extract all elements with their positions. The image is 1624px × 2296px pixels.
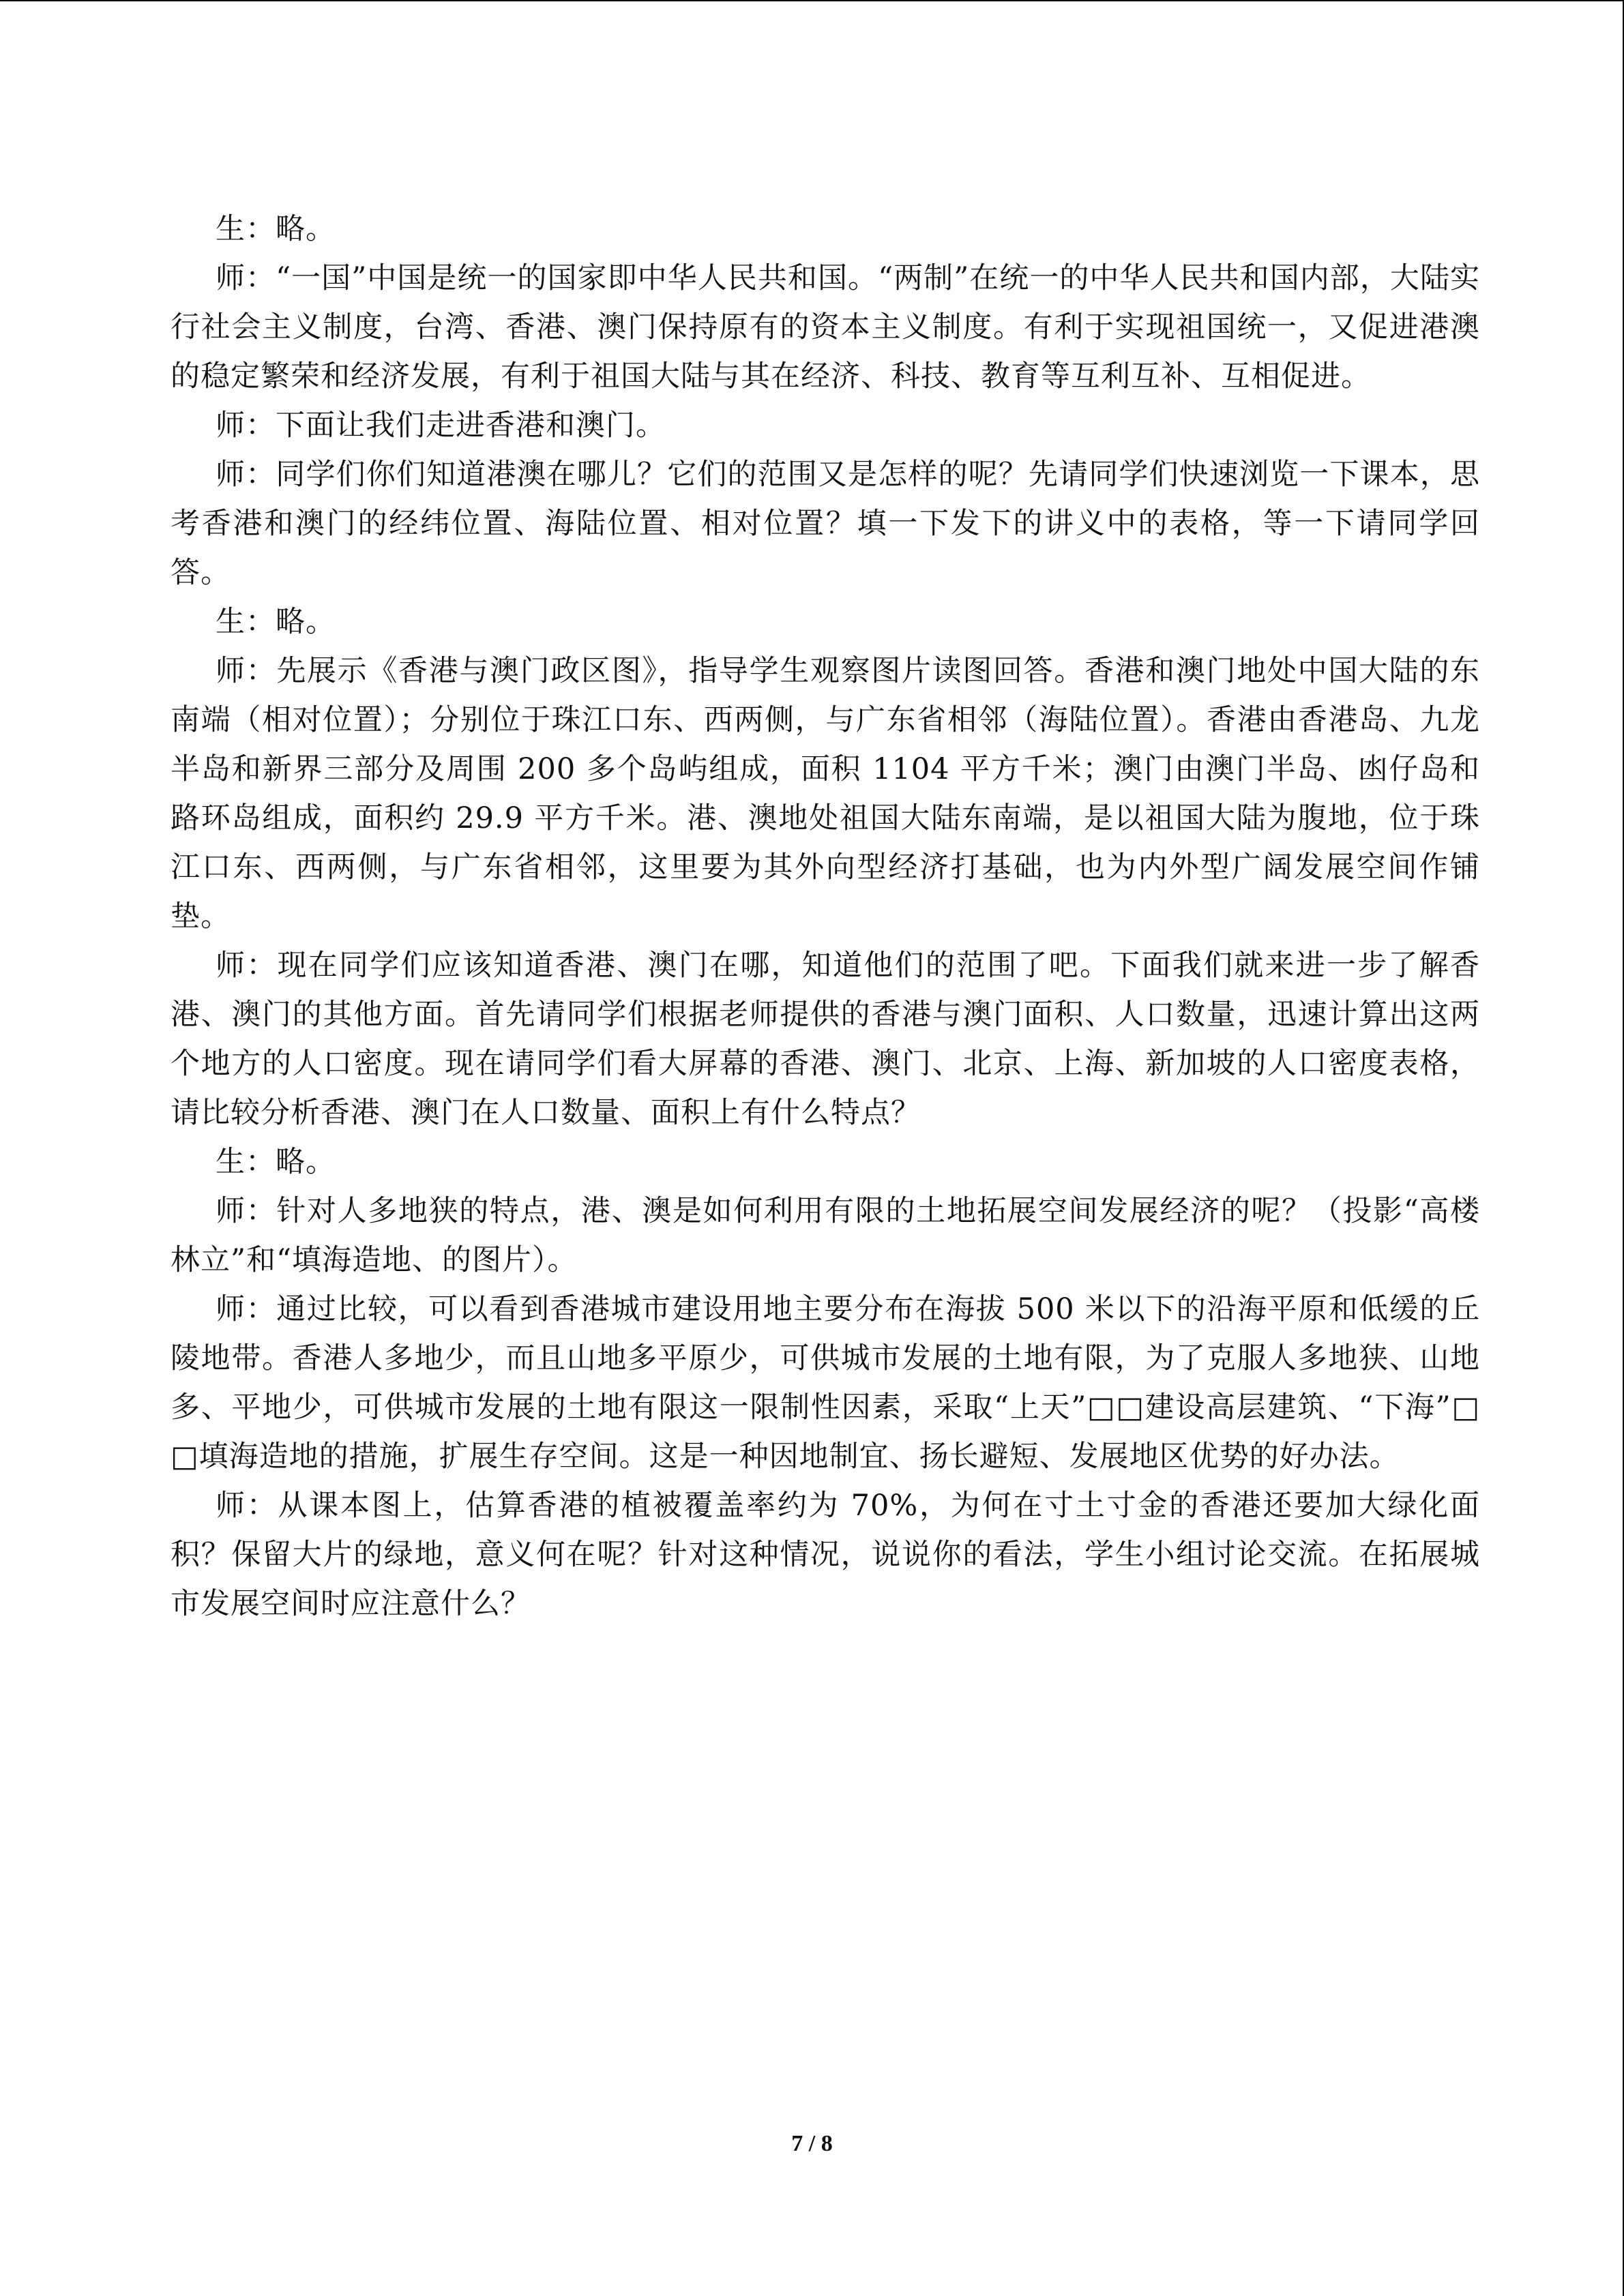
document-body: [171, 205, 1480, 1628]
paragraph-one-country-two-systems: 师：“一国”中国是统一的国家即中华人民共和国。“两制”在统一的中华人民共和国内部，大陆实行社会主义制度，台湾、香港、澳门保持原有的资本主义制度。有利于实现祖国统一，又促进港澳的稳定繁荣和经济发展，有利于祖国大陆与其在经济、科技、教育等互利互补、互相促进。: [171, 261, 1480, 393]
paragraph-enter-hk-macau: 师：下面让我们走进香港和澳门。: [216, 408, 666, 443]
paragraph-student-reply-3: 生：略。: [216, 1145, 336, 1179]
paragraph-location-question: 师：同学们你们知道港澳在哪儿？它们的范围又是怎样的呢？先请同学们快速浏览一下课本，思考香港和澳门的经纬位置、海陆位置、相对位置？填一下发下的讲义中的表格，等一下请同学回答。: [171, 458, 1480, 590]
paragraph-student-reply-1: 生：略。: [216, 212, 336, 246]
paragraph-student-reply-2: 生：略。: [216, 605, 336, 639]
paragraph-population-density: 师：现在同学们应该知道香港、澳门在哪，知道他们的范围了吧。下面我们就来进一步了解香港、澳门的其他方面。首先请同学们根据老师提供的香港与澳门面积、人口数量，迅速计算出这两个地方的人口密度。现在请同学们看大屏幕的香港、澳门、北京、上海、新加坡的人口密度表格，请比较分析香港、澳门在人口数量、面积上有什么特点？: [171, 949, 1480, 1130]
paragraph-land-use-question: 师：针对人多地狭的特点，港、澳是如何利用有限的土地拓展空间发展经济的呢？（投影“高楼林立”和“填海造地、的图片）。: [171, 1194, 1480, 1277]
paragraph-vegetation-question: 师：从课本图上，估算香港的植被覆盖率约为 70%，为何在寸土寸金的香港还要加大绿化面积？保留大片的绿地，意义何在呢？针对这种情况，说说你的看法，学生小组讨论交流。在拓展城市发展空间时应注意什么？: [171, 1489, 1480, 1621]
page-border-top: [0, 0, 1624, 1]
page-number: 7 / 8: [791, 2131, 833, 2156]
paragraph-map-explanation: 师：先展示《香港与澳门政区图》，指导学生观察图片读图回答。香港和澳门地处中国大陆的东南端（相对位置）；分别位于珠江口东、西两侧，与广东省相邻（海陆位置）。香港由香港岛、九龙半岛和新界三部分及周围 200 多个岛屿组成，面积 1104 平方千米；澳门由澳门半岛、凼仔岛和路环岛组成，面积约 29.9 平方千米。港、澳地处祖国大陆东南端，是以祖国大陆为腹地，位于珠江口东、西两侧，与广东省相邻，这里要为其外向型经济打基础，也为内外型广阔发展空间作铺垫。: [171, 654, 1480, 934]
paragraph-land-expansion: 师：通过比较，可以看到香港城市建设用地主要分布在海拔 500 米以下的沿海平原和低缓的丘陵地带。香港人多地少，而且山地多平原少，可供城市发展的土地有限，为了克服人多地狭、山地多、平地少，可供城市发展的土地有限这一限制性因素，采取“上天”□□建设高层建筑、“下海”□□填海造地的措施，扩展生存空间。这是一种因地制宜、扬长避短、发展地区优势的好办法。: [171, 1292, 1480, 1474]
